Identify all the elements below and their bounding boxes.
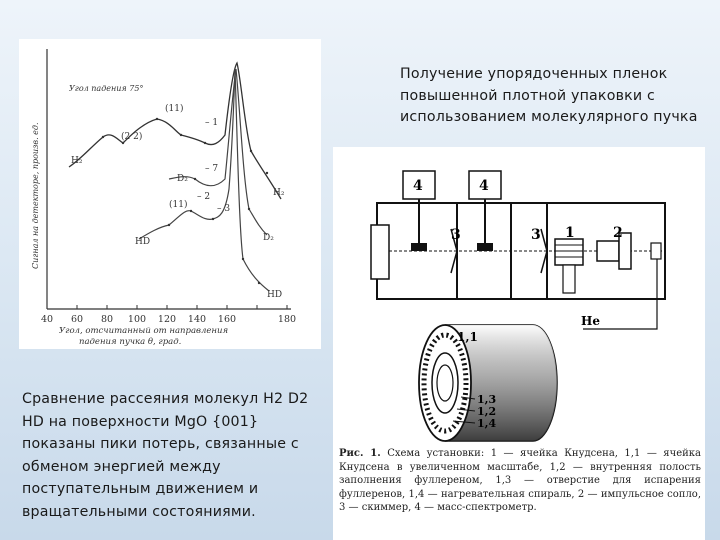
x-tick: 100 <box>127 314 147 325</box>
x-tick: 160 <box>217 314 237 325</box>
caption-prefix: Рис. 1. <box>339 448 381 459</box>
label-1-1: 1,1 <box>457 330 478 344</box>
knudsen-cell <box>555 239 583 265</box>
peak-22-label: (2 2) <box>121 132 143 142</box>
x-axis-label-line1: Угол, отсчитанный от направления <box>59 326 229 336</box>
h2-label: H₂ <box>71 156 83 166</box>
x-tick: 140 <box>187 314 207 325</box>
loss-peak-1-label: – 1 <box>205 118 219 128</box>
caption-text: Схема установки: 1 — ячейка Кнудсена, 1,1 — ячейка Кнудсена в увеличенном масштабе, 1,2 — внутренняя полость заполнения фуллереном, 1,3 — отверстие для испарения фуллеренов, 1,4 — нагревательная спираль, 2 — импульсное сопло, 3 — скиммер, 4 — масс-спектрометр. <box>339 448 702 514</box>
apparatus-caption <box>339 447 701 515</box>
hd-curve <box>139 69 269 291</box>
d2-right-label: D₂ <box>263 233 274 243</box>
slide-title: Получение упорядоченных пленок повышенной плотной упаковки с использованием молекулярного пучка <box>400 66 698 125</box>
scattering-caption: Сравнение рассеяния молекул H2 D2 HD на поверхности MgO {001} показаны пики потерь, связанные с обменом энергией между поступательным движением и вращательными состояниями. <box>22 391 309 520</box>
label-1: 1 <box>565 225 575 241</box>
x-tick: 120 <box>157 314 177 325</box>
loss-peak-2-label: – 2 <box>197 192 211 202</box>
x-tick: 40 <box>40 314 54 325</box>
x-tick: 180 <box>277 314 297 325</box>
scattering-figure <box>19 39 321 349</box>
loss-peak-3-label: – 3 <box>217 204 231 214</box>
he-label: He <box>581 314 600 328</box>
label-4b: 4 <box>479 178 489 194</box>
label-3a: 3 <box>451 227 461 243</box>
x-tick: 60 <box>70 314 84 325</box>
apparatus-figure <box>333 147 705 540</box>
pulsed-nozzle <box>597 241 619 261</box>
apparatus-schematic <box>333 147 705 447</box>
x-tick: 80 <box>100 314 114 325</box>
d2-label: D₂ <box>177 174 188 184</box>
peak-11-hd-label: (11) <box>169 200 188 210</box>
y-axis-label: Сигнал на детекторе, произв. ед. <box>31 122 40 269</box>
label-1-3: 1,3 <box>477 393 497 406</box>
loss-peak-7-label: – 7 <box>205 164 219 174</box>
x-axis-label-line2: падения пучка θ, град. <box>79 337 182 347</box>
incidence-angle-note: Угол падения 75° <box>69 84 144 93</box>
label-4a: 4 <box>413 178 423 194</box>
peak-11-label: (11) <box>165 104 184 114</box>
scattering-plot <box>19 39 321 349</box>
detector-flange <box>371 225 389 279</box>
label-1-4: 1,4 <box>477 417 497 430</box>
label-2: 2 <box>613 225 623 241</box>
hd-label: HD <box>135 237 151 247</box>
label-3b: 3 <box>531 227 541 243</box>
label-1-2: 1,2 <box>477 405 497 418</box>
hd-right-label: HD <box>267 290 283 300</box>
h2-right-label: H₂ <box>273 188 285 198</box>
